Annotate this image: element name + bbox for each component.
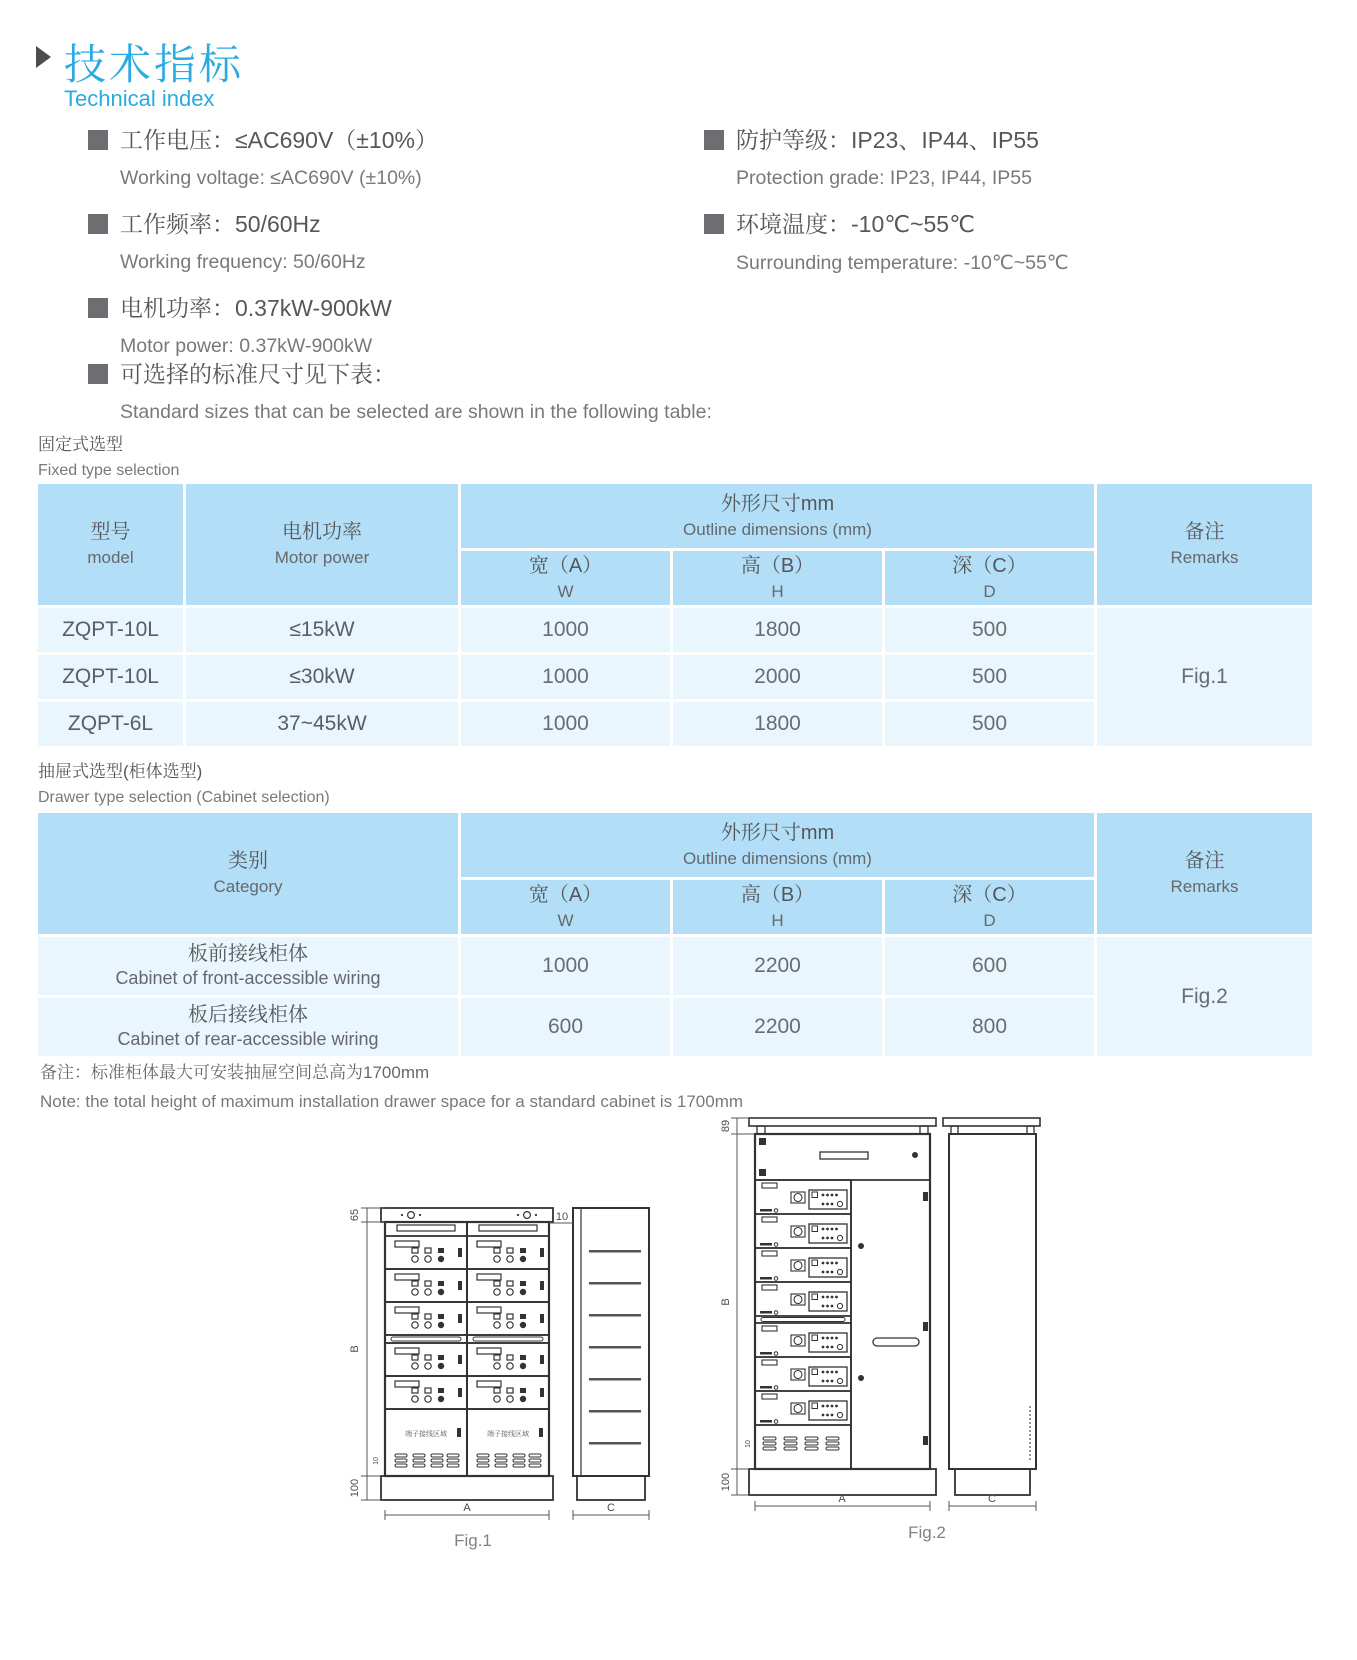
cell-depth: 500 <box>885 608 1094 652</box>
cell-model: ZQPT-6L <box>38 702 183 746</box>
cell-width: 1000 <box>461 655 670 699</box>
col-header-category-cn: 类别 <box>228 850 268 873</box>
spec-working-frequency-cn: 工作频率：50/60Hz <box>120 211 321 237</box>
col-header-motor-power-cn: 电机功率 <box>282 521 362 544</box>
footnote <box>40 1058 743 1112</box>
col-header-width <box>461 551 670 605</box>
bullet-square-icon <box>88 214 108 234</box>
cell-width: 1000 <box>461 937 670 995</box>
cell-height: 2200 <box>673 998 882 1056</box>
fig2-cabinet-body <box>755 1134 930 1469</box>
spec-motor-power-en: Motor power: 0.37kW-900kW <box>120 335 373 357</box>
fixed-type-section-label <box>38 430 179 480</box>
col-header-width-en: W <box>557 581 574 601</box>
col-header-height <box>673 880 882 934</box>
standard-sizes-en: Standard sizes that can be selected are shown in the following table: <box>120 401 712 423</box>
spec-column-left <box>88 122 438 374</box>
fig1-terminal-compartment <box>385 1409 467 1476</box>
cell-width: 1000 <box>461 702 670 746</box>
spec-working-frequency <box>88 206 438 239</box>
col-header-motor-power-en: Motor power <box>274 548 370 568</box>
fig2-dim-vent: 10 <box>745 1440 752 1448</box>
col-header-model-cn: 型号 <box>90 521 131 544</box>
cell-height: 2200 <box>673 937 882 995</box>
footnote-en: Note: the total height of maximum installation drawer space for a standard cabinet is 1700mm <box>40 1092 744 1111</box>
fig1-plinth <box>381 1476 553 1500</box>
fig1-caption: Fig.1 <box>454 1531 492 1550</box>
col-header-model-en: model <box>87 548 134 568</box>
spec-column-right <box>704 122 1069 291</box>
spec-surrounding-temperature <box>704 206 1069 239</box>
fixed-type-section-cn: 固定式选型 <box>38 435 123 454</box>
figure-1-drawing <box>345 1172 675 1557</box>
fig2-dim-depth: C <box>988 1493 996 1505</box>
fig1-terminal-compartment <box>467 1409 549 1476</box>
col-header-model <box>38 484 183 605</box>
fig1-dim-body: B <box>349 1345 361 1353</box>
cell-category-en: Cabinet of front-accessible wiring <box>115 968 381 989</box>
col-header-width-en: W <box>557 910 574 930</box>
bullet-square-icon <box>88 298 108 318</box>
col-header-outline-en: Outline dimensions (mm) <box>683 519 872 539</box>
spec-protection-grade-cn: 防护等级：IP23、IP44、IP55 <box>736 127 1039 153</box>
cell-model: ZQPT-10L <box>38 608 183 652</box>
fig1-terminal-label: 端子接线区域 <box>487 1431 529 1438</box>
col-header-depth-en: D <box>983 910 996 930</box>
col-header-width-cn: 宽（A） <box>528 883 603 906</box>
fig1-dim-vent: 10 <box>373 1457 380 1465</box>
spec-working-frequency-en: Working frequency: 50/60Hz <box>120 251 366 273</box>
spec-protection-grade <box>704 122 1069 155</box>
cell-depth: 600 <box>885 937 1094 995</box>
drawer-type-section-label <box>38 757 330 807</box>
col-header-height-cn: 高（B） <box>740 883 815 906</box>
cell-category-cn: 板后接线柜体 <box>188 1004 308 1027</box>
fig2-dim-plinth: 100 <box>720 1472 732 1492</box>
col-header-outline-dimensions <box>461 813 1094 877</box>
fig1-dim-plinth: 100 <box>349 1478 361 1498</box>
spec-working-voltage <box>88 122 438 155</box>
col-header-depth-en: D <box>983 581 996 601</box>
spec-working-voltage-cn: 工作电压：≤AC690V（±10%） <box>120 127 438 153</box>
col-header-height-en: H <box>771 910 784 930</box>
spec-surrounding-temperature-en: Surrounding temperature: -10℃~55℃ <box>736 252 1069 274</box>
standard-sizes-note <box>88 356 712 440</box>
col-header-remarks <box>1097 813 1312 934</box>
table-row <box>38 937 1312 995</box>
cell-remark-fig2: Fig.2 <box>1097 937 1312 1056</box>
spec-working-voltage-en: Working voltage: ≤AC690V (±10%) <box>120 167 422 189</box>
col-header-height <box>673 551 882 605</box>
title-arrow-icon <box>36 46 51 68</box>
col-header-height-en: H <box>771 581 784 601</box>
cell-model: ZQPT-10L <box>38 655 183 699</box>
cell-power: 37~45kW <box>186 702 458 746</box>
col-header-remarks-en: Remarks <box>1170 548 1239 568</box>
col-header-depth-cn: 深（C） <box>952 554 1027 577</box>
col-header-remarks-cn: 备注 <box>1184 850 1225 873</box>
fig1-top-cap <box>381 1208 553 1222</box>
figure-2-drawing <box>705 1106 1055 1551</box>
bullet-square-icon <box>704 130 724 150</box>
fixed-type-section-en: Fixed type selection <box>38 462 180 479</box>
drawer-type-section-cn: 抽屉式选型(柜体选型) <box>38 762 203 781</box>
cell-height: 1800 <box>673 608 882 652</box>
footnote-cn: 备注：标准柜体最大可安装抽屉空间总高为1700mm <box>40 1063 430 1082</box>
col-header-width <box>461 880 670 934</box>
cell-power: ≤15kW <box>186 608 458 652</box>
col-header-outline-dimensions <box>461 484 1094 548</box>
col-header-remarks-cn: 备注 <box>1184 521 1225 544</box>
fig1-dim-depth: C <box>607 1502 615 1514</box>
fig1-dim-width: A <box>463 1502 471 1514</box>
standard-sizes-line <box>88 356 712 389</box>
fig1-dim-top-right: 10 <box>555 1211 569 1223</box>
cell-width: 1000 <box>461 608 670 652</box>
page-title-en: Technical index <box>64 86 215 111</box>
fig1-dimension-lines <box>361 1208 649 1520</box>
cell-width: 600 <box>461 998 670 1056</box>
col-header-depth <box>885 880 1094 934</box>
fig2-right-door <box>858 1192 928 1445</box>
cell-category <box>38 937 458 995</box>
cell-height: 1800 <box>673 702 882 746</box>
table-row <box>38 608 1312 652</box>
fig2-dim-body: B <box>720 1298 732 1306</box>
col-header-width-cn: 宽（A） <box>528 554 603 577</box>
cell-depth: 800 <box>885 998 1094 1056</box>
spec-protection-grade-en: Protection grade: IP23, IP44, IP55 <box>736 167 1032 189</box>
page-title-cn: 技术指标 <box>64 41 245 88</box>
drawer-type-table <box>35 810 1315 1059</box>
bullet-square-icon <box>88 130 108 150</box>
fig2-caption: Fig.2 <box>908 1523 946 1542</box>
fig1-side-view <box>573 1208 649 1500</box>
col-header-motor-power <box>186 484 458 605</box>
col-header-outline-en: Outline dimensions (mm) <box>683 848 872 868</box>
fig1-terminal-label: 端子接线区域 <box>405 1431 447 1438</box>
cell-power: ≤30kW <box>186 655 458 699</box>
col-header-depth-cn: 深（C） <box>952 883 1027 906</box>
spec-motor-power <box>88 290 438 323</box>
col-header-remarks <box>1097 484 1312 605</box>
col-header-remarks-en: Remarks <box>1170 877 1239 897</box>
fixed-type-table <box>35 481 1315 749</box>
fig2-top-cap <box>749 1118 936 1126</box>
bullet-square-icon <box>704 214 724 234</box>
standard-sizes-cn: 可选择的标准尺寸见下表： <box>120 361 396 387</box>
cell-category-cn: 板前接线柜体 <box>188 943 308 966</box>
col-header-outline-cn: 外形尺寸mm <box>720 492 835 515</box>
fig2-dim-width: A <box>838 1493 846 1505</box>
col-header-category <box>38 813 458 934</box>
cell-remark-fig1: Fig.1 <box>1097 608 1312 746</box>
fig1-eyebolt-icon <box>401 1212 537 1219</box>
fig2-dim-cap: 89 <box>720 1119 732 1133</box>
cell-depth: 500 <box>885 702 1094 746</box>
spec-surrounding-temperature-cn: 环境温度：-10℃~55℃ <box>736 211 975 237</box>
col-header-height-cn: 高（B） <box>740 554 815 577</box>
cell-height: 2000 <box>673 655 882 699</box>
cell-depth: 500 <box>885 655 1094 699</box>
col-header-outline-cn: 外形尺寸mm <box>720 821 835 844</box>
fig2-side-view <box>943 1118 1040 1495</box>
cell-category-en: Cabinet of rear-accessible wiring <box>117 1029 379 1050</box>
cell-category <box>38 998 458 1056</box>
spec-motor-power-cn: 电机功率：0.37kW-900kW <box>120 295 392 321</box>
fig2-plinth <box>749 1469 936 1495</box>
col-header-category-en: Category <box>213 877 283 897</box>
fig1-dim-cap: 65 <box>349 1208 361 1222</box>
drawer-type-section-en: Drawer type selection (Cabinet selection) <box>38 789 330 806</box>
col-header-depth <box>885 551 1094 605</box>
bullet-square-icon <box>88 364 108 384</box>
